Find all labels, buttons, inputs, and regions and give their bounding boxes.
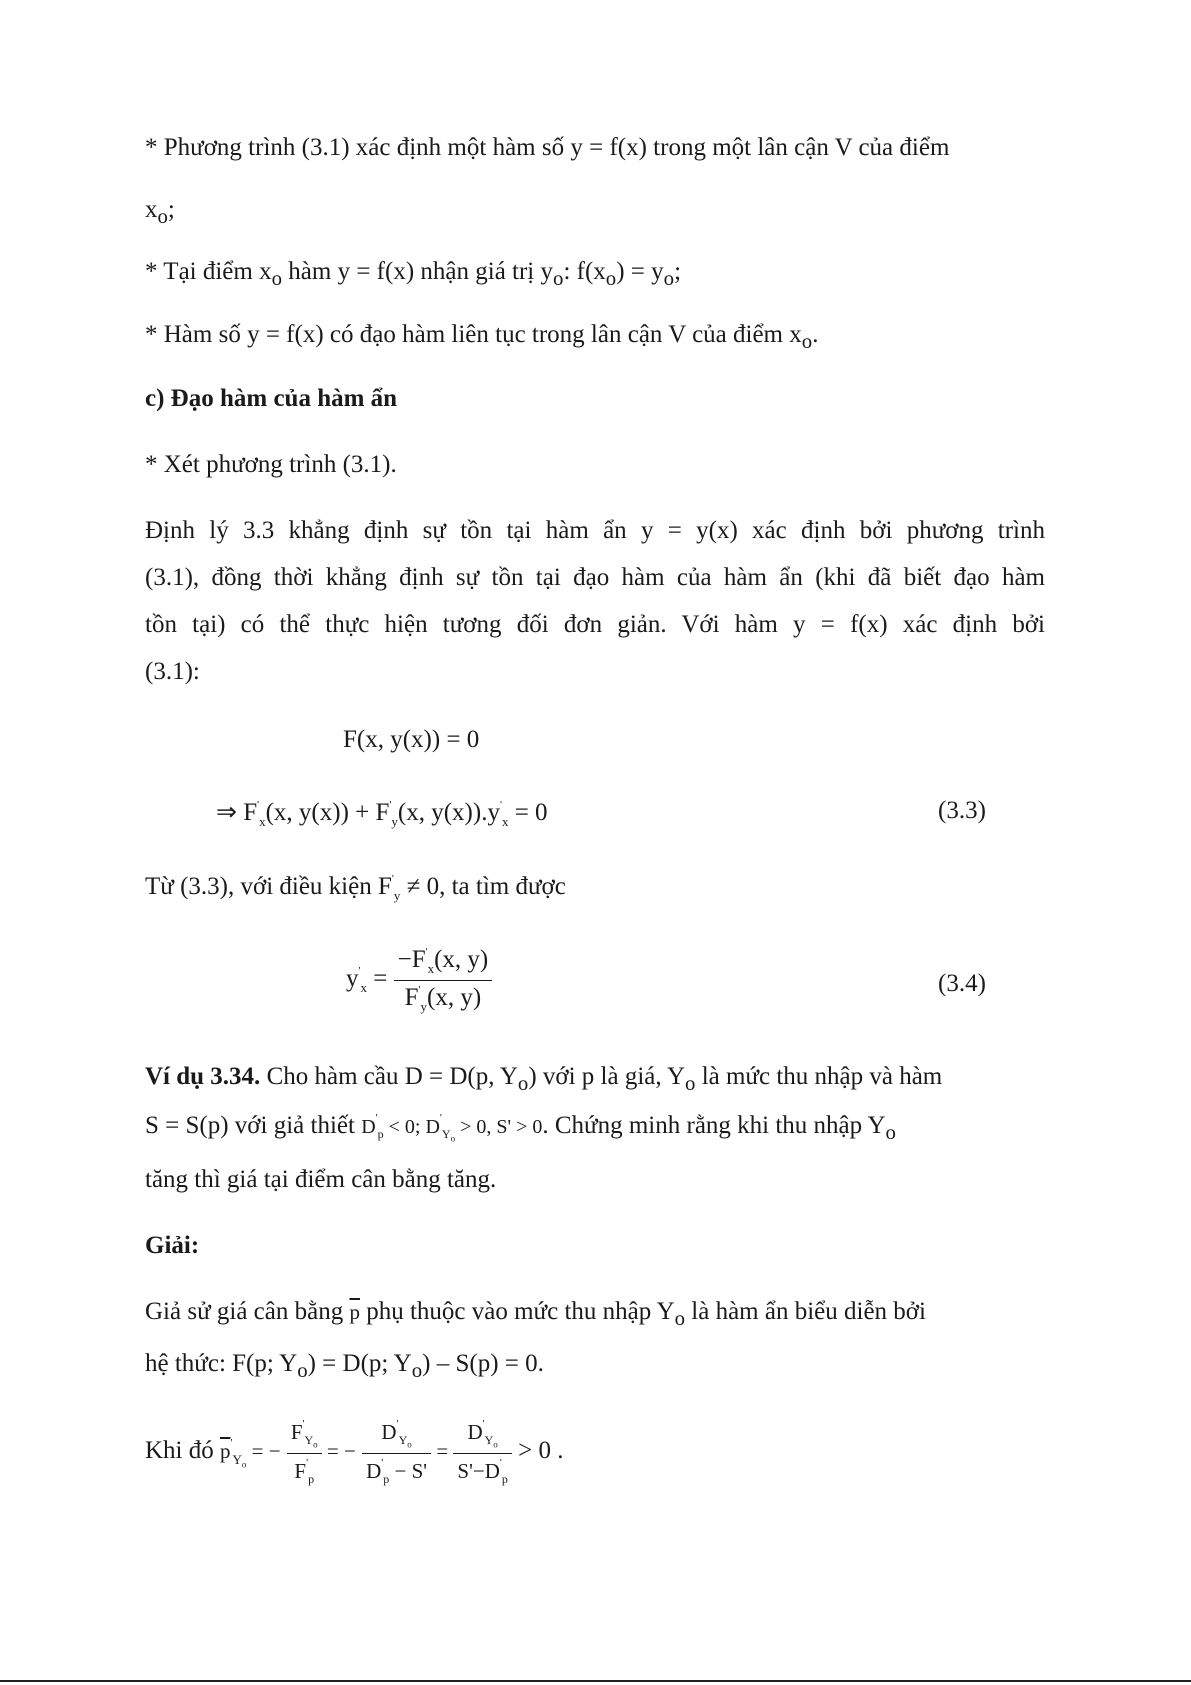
subscript: o	[450, 1133, 456, 1144]
equation-implicit: F(x, y(x)) = 0	[343, 726, 480, 753]
subscript: o	[674, 1306, 686, 1330]
prime-mark: '	[391, 873, 394, 885]
prime-mark: '	[425, 946, 428, 958]
prime-mark: '	[230, 1437, 233, 1450]
text: * Tại điểm x	[145, 258, 272, 285]
text: F	[290, 1420, 303, 1444]
text: ) = D(p; Y	[307, 1350, 412, 1377]
subscript: x	[259, 814, 266, 829]
fraction	[394, 946, 493, 1015]
text: D	[381, 1420, 397, 1444]
subscript	[484, 1433, 498, 1450]
subscript: o	[157, 204, 168, 228]
text: là mức thu nhập và hàm	[695, 1063, 943, 1090]
subscript: y	[420, 999, 428, 1014]
text: Y	[441, 1127, 451, 1141]
subscript: o	[241, 1459, 247, 1470]
solution-heading: Giải:	[145, 1232, 200, 1259]
text: Y	[484, 1433, 494, 1448]
paragraph-line-2: (3.1), đồng thời khẳng định sự tồn tại đạo hàm của hàm ẩn (khi đã biết đạo hàm	[145, 564, 1045, 591]
denominator	[287, 1453, 322, 1487]
prime-mark: '	[482, 1418, 485, 1430]
subscript	[398, 1433, 412, 1450]
text: F	[404, 984, 419, 1011]
text: S = S(p) với giả thiết	[145, 1112, 362, 1139]
equation-number-3-3: (3.3)	[938, 797, 986, 824]
subscript: p	[383, 1471, 390, 1486]
text: (x, y)	[434, 946, 489, 973]
paragraph-line-4: (3.1):	[145, 658, 200, 685]
subscript: p	[377, 1127, 384, 1141]
prime-mark: '	[358, 965, 361, 978]
subscript: o	[885, 1120, 896, 1144]
fraction-3	[453, 1418, 511, 1487]
subscript: x	[427, 961, 435, 976]
text: là hàm ẩn biểu diễn bởi	[685, 1298, 926, 1325]
bullet-line-3	[145, 321, 818, 354]
text: Y	[304, 1433, 314, 1448]
text: * Hàm số y = f(x) có đạo hàm liên tục trong lân cận V của điểm x	[145, 321, 802, 348]
text: S'−D	[457, 1458, 500, 1483]
text: hệ thức: F(p; Y	[145, 1350, 298, 1377]
text: Giả sử giá cân bằng	[145, 1298, 350, 1325]
equation-number-3-4: (3.4)	[938, 970, 986, 997]
p-bar: $\overline{p}$	[349, 1300, 360, 1324]
subscript: y	[393, 888, 401, 903]
numerator	[362, 1418, 431, 1453]
equation-3-3	[216, 797, 548, 830]
equation-3-4	[346, 946, 492, 1015]
subscript: o	[271, 266, 283, 290]
numerator	[287, 1418, 322, 1453]
p-bar: $\overline{p}$	[220, 1439, 231, 1464]
subscript: x	[501, 814, 509, 829]
text: phụ thuộc vào mức thu nhập Y	[359, 1298, 675, 1325]
prime-mark: '	[499, 799, 502, 811]
text: Y	[232, 1452, 242, 1468]
subscript: p	[308, 1471, 315, 1486]
prime-mark: '	[306, 1456, 309, 1469]
text: Cho hàm cầu D = D(p, Y	[260, 1063, 518, 1090]
prime-mark: '	[381, 1456, 384, 1469]
subscript: o	[663, 266, 675, 290]
section-heading: c) Đạo hàm của hàm ẩn	[145, 385, 398, 412]
text: = −	[246, 1439, 281, 1464]
text: ) – S(p) = 0.	[422, 1350, 544, 1377]
text: D	[467, 1420, 483, 1444]
formula	[361, 1112, 543, 1144]
text: ) với p là giá, Y	[528, 1063, 686, 1090]
subscript: o	[407, 1439, 412, 1450]
subscript: o	[493, 1439, 498, 1450]
text: ⇒ F	[216, 799, 258, 826]
subscript	[304, 1433, 318, 1450]
text: Y	[398, 1433, 408, 1448]
prime-mark: '	[257, 799, 260, 811]
subscript: o	[553, 266, 564, 290]
fraction-2	[362, 1418, 431, 1487]
prime-mark: '	[396, 1418, 399, 1430]
text: (x, y(x)) + F	[265, 799, 390, 826]
text: D	[366, 1458, 382, 1483]
page-bottom-rule	[0, 1680, 1191, 1682]
subscript	[441, 1127, 456, 1144]
denominator	[394, 980, 493, 1015]
prime-mark: '	[499, 1456, 502, 1469]
text: : f(x	[563, 258, 606, 285]
solution-line-2	[145, 1350, 544, 1383]
paragraph-line-1: Định lý 3.3 khẳng định sự tồn tại hàm ẩn y = y(x) xác định bởi phương trình	[145, 517, 1045, 544]
text: ;	[674, 258, 682, 285]
prime-mark: '	[418, 984, 421, 996]
denominator	[362, 1453, 431, 1487]
text: F	[294, 1458, 307, 1483]
text: y	[346, 965, 359, 993]
text: hàm y = f(x) nhận giá trị y	[282, 258, 554, 285]
solution-line-1	[145, 1298, 926, 1331]
subscript: o	[605, 266, 617, 290]
text: . Chứng minh rằng khi thu nhập Y	[542, 1112, 886, 1139]
solution-formula	[145, 1418, 563, 1487]
example-line-3: tăng thì giá tại điểm cân bằng tăng.	[145, 1166, 497, 1193]
bullet-line-2	[145, 258, 681, 291]
subscript: o	[517, 1071, 529, 1095]
text: .	[812, 321, 819, 348]
subscript: o	[801, 329, 813, 353]
example-line-1	[145, 1063, 942, 1096]
subscript: y	[391, 814, 398, 829]
text: =	[366, 965, 394, 993]
prime-mark: '	[302, 1418, 305, 1430]
subscript: o	[411, 1358, 423, 1382]
numerator	[394, 946, 493, 980]
subscript: x	[360, 980, 367, 996]
subscript: p	[501, 1471, 508, 1486]
text: D	[361, 1116, 376, 1138]
text: − S'	[389, 1458, 428, 1483]
prime-mark: '	[389, 799, 392, 811]
subscript	[232, 1452, 247, 1470]
text: Từ (3.3), với điều kiện	[145, 873, 378, 900]
text: > 0, S' > 0	[455, 1116, 543, 1138]
text: F	[377, 873, 392, 900]
fraction-1	[287, 1418, 322, 1487]
subscript: o	[685, 1071, 696, 1095]
bullet-line-1-cont	[145, 196, 175, 229]
text: > 0 .	[511, 1437, 564, 1465]
text: (x, y)	[427, 984, 482, 1011]
condition-line	[145, 873, 566, 904]
text: =	[431, 1439, 454, 1464]
bullet-line-4: * Xét phương trình (3.1).	[145, 451, 397, 478]
text: = −	[321, 1439, 356, 1464]
text: ≠ 0, ta tìm được	[400, 873, 566, 900]
text: = 0	[508, 799, 548, 826]
paragraph-line-3: tồn tại) có thể thực hiện tương đối đơn giản. Với hàm y = f(x) xác định bởi	[145, 611, 1045, 638]
text: x	[145, 196, 158, 223]
bullet-line-1: * Phương trình (3.1) xác định một hàm số y = f(x) trong một lân cận V của điểm	[145, 134, 950, 161]
prime-mark: '	[375, 1112, 378, 1124]
text: ) = y	[616, 258, 664, 285]
prime-mark: '	[439, 1112, 442, 1124]
denominator	[453, 1453, 511, 1487]
text: ;	[167, 196, 175, 223]
text: < 0; D	[383, 1116, 440, 1138]
example-label: Ví dụ 3.34.	[145, 1063, 261, 1090]
example-line-2	[145, 1112, 896, 1145]
numerator	[453, 1418, 511, 1453]
text: (x, y(x)).y	[397, 799, 500, 826]
subscript: o	[313, 1439, 318, 1450]
text: −F	[397, 946, 426, 973]
text: Khi đó	[145, 1437, 220, 1465]
subscript: o	[297, 1358, 308, 1382]
